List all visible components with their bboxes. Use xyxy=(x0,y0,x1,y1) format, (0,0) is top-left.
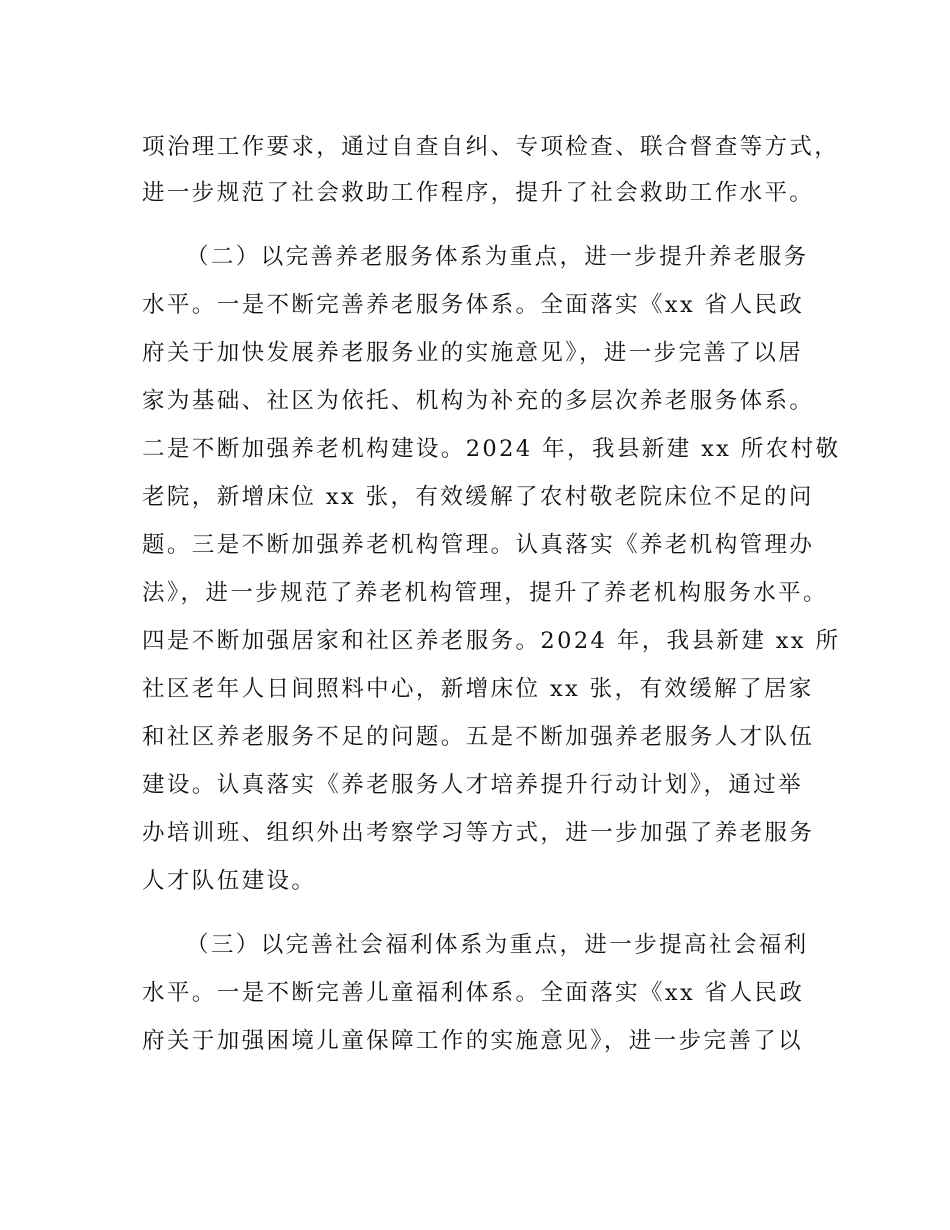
text-line: 和社区养老服务不足的问题。五是不断加强养老服务人才队伍 xyxy=(142,724,815,750)
text-line: 办培训班、组织外出考察学习等方式，进一步加强了养老服务 xyxy=(142,820,815,846)
text-line: 府关于加快发展养老服务业的实施意见》，进一步完善了以居 xyxy=(142,340,804,366)
text-line: 家为基础、社区为依托、机构为补充的多层次养老服务体系。 xyxy=(142,388,815,414)
text-line: 题。三是不断加强养老机构管理。认真落实《养老机构管理办 xyxy=(142,532,815,558)
text-line: 进一步规范了社会救助工作程序，提升了社会救助工作水平。 xyxy=(142,180,815,206)
text-line: 水平。一是不断完善儿童福利体系。全面落实《xx 省人民政 xyxy=(142,980,805,1006)
text-line: 水平。一是不断完善养老服务体系。全面落实《xx 省人民政 xyxy=(142,292,805,318)
text-line: 建设。认真落实《养老服务人才培养提升行动计划》，通过举 xyxy=(142,772,804,798)
text-line: 人才队伍建设。 xyxy=(142,868,317,894)
text-line: 社区老年人日间照料中心，新增床位 xx 张，有效缓解了居家 xyxy=(142,676,814,702)
section-heading-2: （二）以完善养老服务体系为重点，进一步提升养老服务 xyxy=(186,244,809,270)
text-line: 四是不断加强居家和社区养老服务。2024 年，我县新建 xx 所 xyxy=(142,628,841,654)
text-line: 府关于加强困境儿童保障工作的实施意见》，进一步完善了以 xyxy=(142,1028,804,1054)
text-line: 法》，进一步规范了养老机构管理，提升了养老机构服务水平。 xyxy=(142,580,828,606)
text-line: 老院，新增床位 xx 张，有效缓解了农村敬老院床位不足的问 xyxy=(142,484,814,510)
text-line: 二是不断加强养老机构建设。2024 年，我县新建 xx 所农村敬 xyxy=(142,436,841,462)
text-line: 项治理工作要求，通过自查自纠、专项检查、联合督查等方式， xyxy=(142,134,840,160)
section-heading-3: （三）以完善社会福利体系为重点，进一步提高社会福利 xyxy=(186,932,809,958)
